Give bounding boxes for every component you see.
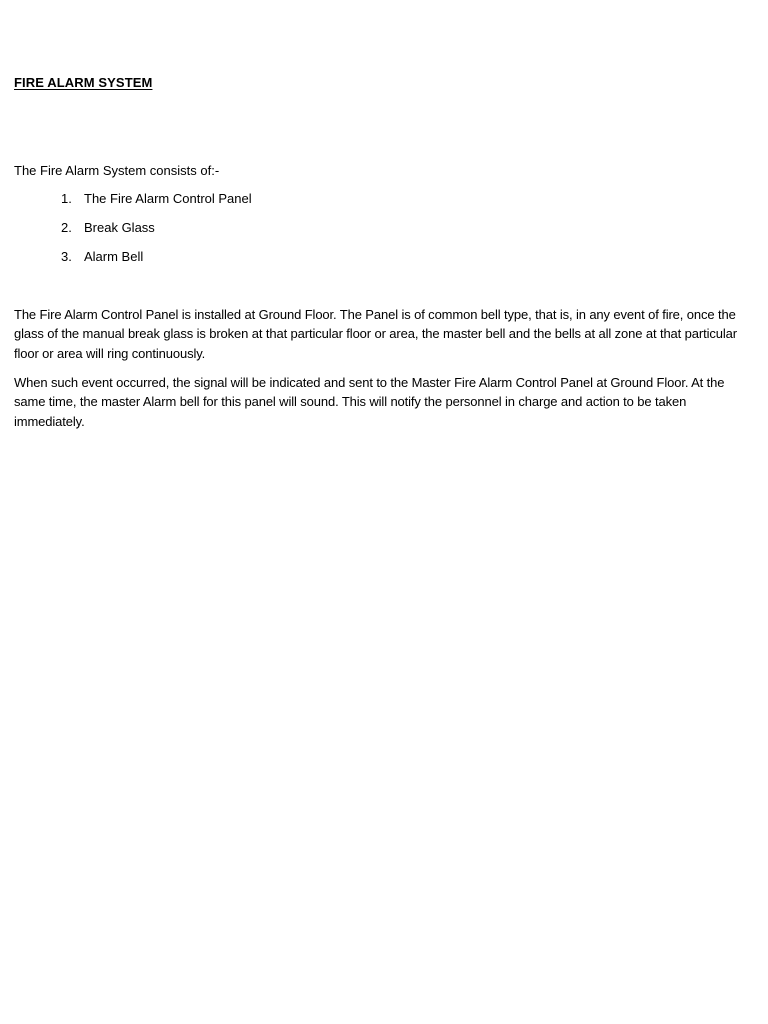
document-title: FIRE ALARM SYSTEM xyxy=(14,75,153,90)
list-item-label: Alarm Bell xyxy=(84,249,144,264)
list-item xyxy=(0,190,500,207)
list-item-number: 3. xyxy=(61,249,72,264)
body-paragraph: When such event occurred, the signal will be indicated and sent to the Master Fire Alarm Control Panel at Ground Floor. At the same time, the master Alarm bell for this panel will sound. This will notify the personnel in charge and action to be taken immediately. xyxy=(14,375,725,429)
list-item-label: The Fire Alarm Control Panel xyxy=(84,191,252,206)
list-item-number: 2. xyxy=(61,220,72,235)
body-paragraph: The Fire Alarm Control Panel is installed at Ground Floor. The Panel is of common bell type, that is, in any event of fire, once the glass of the manual break glass is broken at that particular floor or area, the master bell and the bells at all zone at that particular floor or area will ring continuously. xyxy=(14,307,737,361)
intro-text: The Fire Alarm System consists of:- xyxy=(14,163,220,178)
list-item xyxy=(0,219,500,236)
list-item-label: Break Glass xyxy=(84,220,155,235)
list-item-number: 1. xyxy=(61,191,72,206)
list-item xyxy=(0,248,500,265)
